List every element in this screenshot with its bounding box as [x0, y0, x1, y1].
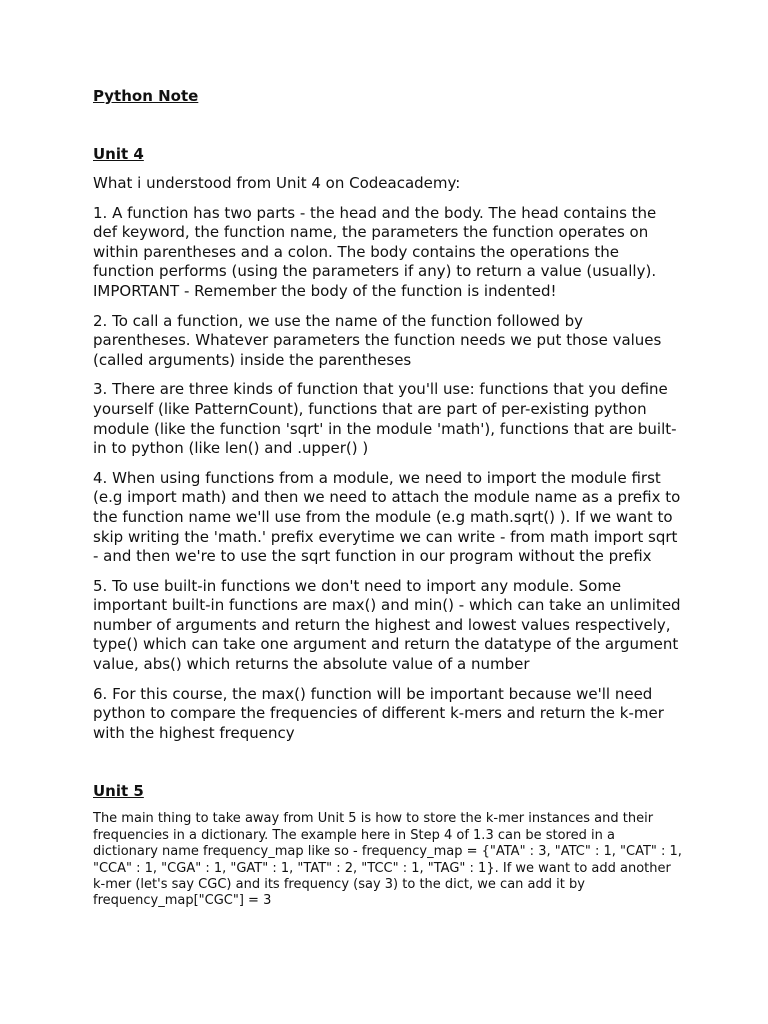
unit-4-item-3: 3. There are three kinds of function that you'll use: functions that you define yourself (like PatternCount), functions that are part of per-existing python module (like the function 'sqrt' in the module 'math'), functions that are built-in to python (like len() and .upper() ): [93, 380, 677, 458]
unit-4-item-6: 6. For this course, the max() function will be important because we'll need python to compare the frequencies of different k-mers and return the k-mer with the highest frequency: [93, 684, 664, 742]
unit-4-item-1: 1. A function has two parts - the head and the body. The head contains the def keyword, the function name, the parameters the function operates on within parentheses and a colon. The body contains the operations the function performs (using the parameters if any) to return a value (usually). IMPORTANT - Remember the body of the function is indented!: [93, 203, 657, 300]
document-page: [93, 86, 683, 910]
unit-4-item-2: 2. To call a function, we use the name of the function followed by parentheses. Whatever parameters the function needs we put those values (called arguments) inside the parentheses: [93, 311, 662, 369]
unit-5-heading: Unit 5: [93, 782, 144, 801]
unit-4-item-5: 5. To use built-in functions we don't need to import any module. Some important built-in functions are max() and min() - which can take an unlimited number of arguments and return the highest and lowest values respectively, type() which can take one argument and return the datatype of the argument value, abs() which returns the absolute value of a number: [93, 576, 681, 674]
unit-4-item-4: 4. When using functions from a module, we need to import the module first (e.g import math) and then we need to attach the module name as a prefix to the function name we'll use from the module (e.g math.sqrt() ). If we want to skip writing the 'math.' prefix everytime we can write - from math import sqrt - and then we're to use the sqrt function in our program without the prefix: [93, 468, 681, 566]
document-title: Python Note: [93, 87, 199, 105]
unit-4-intro: What i understood from Unit 4 on Codeacademy:: [93, 174, 461, 192]
unit-4-heading: Unit 4: [93, 145, 144, 163]
unit-5-section: [93, 781, 683, 909]
unit-5-body: The main thing to take away from Unit 5 is how to store the k-mer instances and their frequencies in a dictionary. The example here in Step 4 of 1.3 can be stored in a dictionary name frequency_map like so - frequency_map = {"ATA" : 3, "ATC" : 1, "CAT" : 1, "CCA" : 1, "CGA" : 1, "GAT" : 1, "TAT" : 2, "TCC" : 1, "TAG" : 1}. If we want to add another k-mer (let's say CGC) and its frequency (say 3) to the dict, we can add it by frequency_map["CGC"] = 3: [93, 811, 682, 909]
unit-4-section: [93, 144, 683, 743]
